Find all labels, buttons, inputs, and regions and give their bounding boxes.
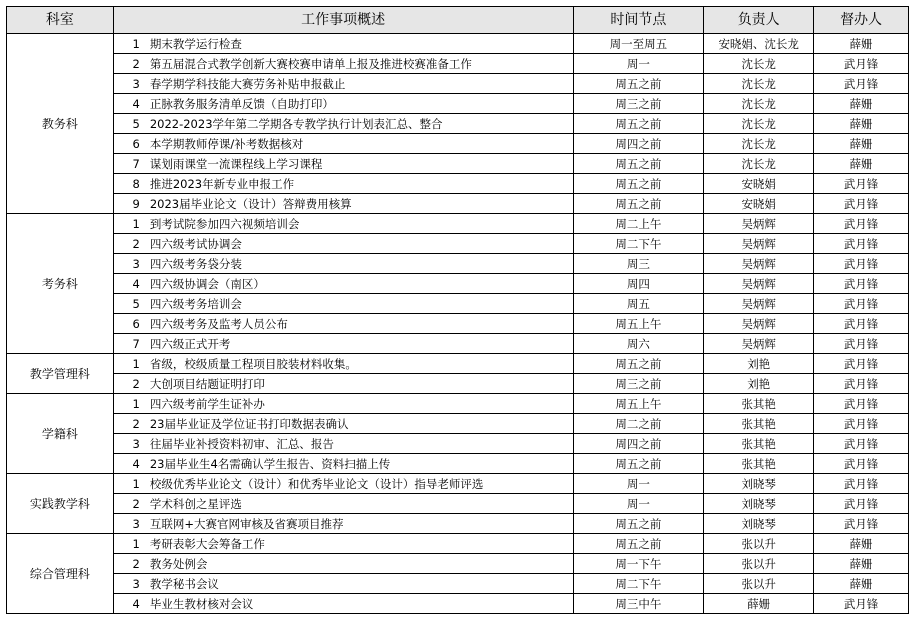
task-cell [113, 254, 573, 274]
owner-cell: 沈长龙 [704, 74, 814, 94]
table-row [7, 274, 909, 294]
time-cell: 周三中午 [573, 594, 704, 614]
time-cell: 周五之前 [573, 174, 704, 194]
table-row [7, 374, 909, 394]
owner-cell: 安晓娟、沈长龙 [704, 34, 814, 54]
task-description: 正脉教务服务清单反馈（自助打印） [149, 96, 334, 111]
owner-cell: 吴炳辉 [704, 214, 814, 234]
owner-cell: 张以升 [704, 574, 814, 594]
task-cell [113, 454, 573, 474]
supervisor-cell: 武月锋 [814, 334, 909, 354]
owner-cell: 安晓娟 [704, 194, 814, 214]
supervisor-cell: 武月锋 [814, 514, 909, 534]
task-number: 3 [132, 436, 140, 451]
task-number: 1 [132, 476, 140, 491]
supervisor-cell: 武月锋 [814, 54, 909, 74]
owner-cell: 刘艳 [704, 354, 814, 374]
task-cell [113, 234, 573, 254]
task-cell [113, 194, 573, 214]
supervisor-cell: 武月锋 [814, 294, 909, 314]
task-number: 4 [132, 276, 140, 291]
supervisor-cell: 武月锋 [814, 234, 909, 254]
task-description: 23届毕业证及学位证书打印数据表确认 [149, 416, 349, 431]
task-cell [113, 74, 573, 94]
table-row [7, 474, 909, 494]
task-description: 春学期学科技能大赛劳务补贴申报截止 [149, 76, 346, 91]
owner-cell: 吴炳辉 [704, 234, 814, 254]
task-cell [113, 314, 573, 334]
table-row [7, 254, 909, 274]
time-cell: 周五之前 [573, 514, 704, 534]
supervisor-cell: 武月锋 [814, 174, 909, 194]
task-number: 1 [132, 36, 140, 51]
task-number: 7 [132, 336, 140, 351]
task-description: 省级，校级质量工程项目胶装材料收集。 [149, 356, 357, 371]
task-table-wrapper [6, 6, 909, 614]
task-description: 谋划雨课堂一流课程线上学习课程 [149, 156, 323, 171]
table-row [7, 534, 909, 554]
table-row [7, 174, 909, 194]
time-cell: 周五上午 [573, 314, 704, 334]
owner-cell: 吴炳辉 [704, 314, 814, 334]
supervisor-cell: 武月锋 [814, 354, 909, 374]
table-row [7, 314, 909, 334]
owner-cell: 刘晓琴 [704, 494, 814, 514]
time-cell: 周五之前 [573, 114, 704, 134]
task-description: 四六级考务及监考人员公布 [149, 316, 288, 331]
table-row [7, 554, 909, 574]
task-number: 2 [132, 376, 140, 391]
table-row [7, 494, 909, 514]
task-cell [113, 34, 573, 54]
supervisor-cell: 武月锋 [814, 274, 909, 294]
task-cell [113, 474, 573, 494]
table-row [7, 114, 909, 134]
owner-cell: 薛姗 [704, 594, 814, 614]
task-cell [113, 574, 573, 594]
table-row [7, 234, 909, 254]
time-cell: 周五之前 [573, 354, 704, 374]
time-cell: 周五之前 [573, 534, 704, 554]
header-time: 时间节点 [573, 7, 704, 34]
supervisor-cell: 薛姗 [814, 574, 909, 594]
task-number: 6 [132, 136, 140, 151]
task-number: 4 [132, 596, 140, 611]
supervisor-cell: 薛姗 [814, 534, 909, 554]
table-row [7, 334, 909, 354]
supervisor-cell: 武月锋 [814, 454, 909, 474]
table-row [7, 214, 909, 234]
task-cell [113, 514, 573, 534]
task-number: 1 [132, 216, 140, 231]
task-description: 2023届毕业论文（设计）答辩费用核算 [149, 196, 352, 211]
supervisor-cell: 薛姗 [814, 114, 909, 134]
weekly-task-table [6, 6, 909, 614]
owner-cell: 刘艳 [704, 374, 814, 394]
task-description: 学术科创之星评选 [149, 496, 242, 511]
time-cell: 周二下午 [573, 234, 704, 254]
task-cell [113, 294, 573, 314]
time-cell: 周五之前 [573, 74, 704, 94]
table-row [7, 594, 909, 614]
time-cell: 周一至周五 [573, 34, 704, 54]
task-number: 5 [132, 296, 140, 311]
department-cell: 实践教学科 [7, 474, 114, 534]
supervisor-cell: 武月锋 [814, 194, 909, 214]
task-number: 2 [132, 416, 140, 431]
header-description: 工作事项概述 [113, 7, 573, 34]
task-description: 教务处例会 [149, 556, 208, 571]
supervisor-cell: 薛姗 [814, 554, 909, 574]
task-cell [113, 334, 573, 354]
owner-cell: 吴炳辉 [704, 254, 814, 274]
task-description: 四六级考试协调会 [149, 236, 242, 251]
task-description: 考研表彰大会筹备工作 [149, 536, 265, 551]
task-description: 四六级正式开考 [149, 336, 231, 351]
task-number: 1 [132, 536, 140, 551]
task-cell [113, 534, 573, 554]
owner-cell: 吴炳辉 [704, 334, 814, 354]
task-cell [113, 114, 573, 134]
task-description: 互联网+大赛官网审核及省赛项目推荐 [149, 516, 344, 531]
table-row [7, 354, 909, 374]
owner-cell: 吴炳辉 [704, 294, 814, 314]
table-row [7, 154, 909, 174]
time-cell: 周一 [573, 494, 704, 514]
supervisor-cell: 武月锋 [814, 594, 909, 614]
supervisor-cell: 武月锋 [814, 254, 909, 274]
time-cell: 周一 [573, 474, 704, 494]
supervisor-cell: 武月锋 [814, 214, 909, 234]
time-cell: 周五上午 [573, 394, 704, 414]
table-body [7, 34, 909, 614]
supervisor-cell: 薛姗 [814, 94, 909, 114]
task-number: 1 [132, 356, 140, 371]
owner-cell: 张其艳 [704, 454, 814, 474]
task-cell [113, 414, 573, 434]
owner-cell: 沈长龙 [704, 54, 814, 74]
time-cell: 周二之前 [573, 414, 704, 434]
owner-cell: 张以升 [704, 534, 814, 554]
supervisor-cell: 武月锋 [814, 414, 909, 434]
time-cell: 周四之前 [573, 434, 704, 454]
supervisor-cell: 薛姗 [814, 134, 909, 154]
task-description: 校级优秀毕业论文（设计）和优秀毕业论文（设计）指导老师评选 [149, 476, 484, 491]
task-description: 本学期教师停课/补考数据核对 [149, 136, 304, 151]
supervisor-cell: 薛姗 [814, 154, 909, 174]
task-description: 大创项目结题证明打印 [149, 376, 265, 391]
task-number: 2 [132, 496, 140, 511]
task-number: 2 [132, 236, 140, 251]
time-cell: 周五 [573, 294, 704, 314]
task-number: 3 [132, 576, 140, 591]
task-number: 1 [132, 396, 140, 411]
table-row [7, 514, 909, 534]
department-cell: 学籍科 [7, 394, 114, 474]
table-row [7, 54, 909, 74]
table-row [7, 294, 909, 314]
owner-cell: 沈长龙 [704, 154, 814, 174]
task-description: 23届毕业生4名需确认学生报告、资料扫描上传 [149, 456, 391, 471]
task-description: 毕业生教材核对会议 [149, 596, 254, 611]
header-dept: 科室 [7, 7, 114, 34]
task-description: 2022-2023学年第二学期各专教学执行计划表汇总、整合 [149, 116, 443, 131]
task-number: 2 [132, 556, 140, 571]
task-description: 四六级考务培训会 [149, 296, 242, 311]
supervisor-cell: 武月锋 [814, 494, 909, 514]
task-cell [113, 174, 573, 194]
department-cell: 综合管理科 [7, 534, 114, 614]
time-cell: 周三 [573, 254, 704, 274]
supervisor-cell: 武月锋 [814, 374, 909, 394]
task-number: 4 [132, 96, 140, 111]
table-row [7, 94, 909, 114]
time-cell: 周一 [573, 54, 704, 74]
task-number: 8 [132, 176, 140, 191]
supervisor-cell: 武月锋 [814, 74, 909, 94]
task-cell [113, 594, 573, 614]
task-description: 推进2023年新专业申报工作 [149, 176, 295, 191]
supervisor-cell: 武月锋 [814, 474, 909, 494]
time-cell: 周五之前 [573, 194, 704, 214]
task-cell [113, 354, 573, 374]
time-cell: 周五之前 [573, 454, 704, 474]
time-cell: 周三之前 [573, 374, 704, 394]
owner-cell: 刘晓琴 [704, 474, 814, 494]
department-cell: 教务科 [7, 34, 114, 214]
task-number: 4 [132, 456, 140, 471]
task-description: 期末教学运行检查 [149, 36, 242, 51]
time-cell: 周二上午 [573, 214, 704, 234]
header-row [7, 7, 909, 34]
department-cell: 教学管理科 [7, 354, 114, 394]
table-row [7, 74, 909, 94]
table-row [7, 414, 909, 434]
task-cell [113, 214, 573, 234]
owner-cell: 吴炳辉 [704, 274, 814, 294]
supervisor-cell: 薛姗 [814, 34, 909, 54]
task-cell [113, 394, 573, 414]
supervisor-cell: 武月锋 [814, 314, 909, 334]
task-cell [113, 374, 573, 394]
time-cell: 周四 [573, 274, 704, 294]
task-number: 6 [132, 316, 140, 331]
owner-cell: 沈长龙 [704, 94, 814, 114]
table-row [7, 454, 909, 474]
time-cell: 周三之前 [573, 94, 704, 114]
task-description: 四六级考务袋分装 [149, 256, 242, 271]
task-cell [113, 134, 573, 154]
table-row [7, 194, 909, 214]
task-description: 往届毕业补授资料初审、汇总、报告 [149, 436, 334, 451]
time-cell: 周一下午 [573, 554, 704, 574]
table-row [7, 394, 909, 414]
owner-cell: 刘晓琴 [704, 514, 814, 534]
task-cell [113, 54, 573, 74]
table-row [7, 34, 909, 54]
supervisor-cell: 武月锋 [814, 434, 909, 454]
task-cell [113, 94, 573, 114]
time-cell: 周六 [573, 334, 704, 354]
task-number: 3 [132, 516, 140, 531]
task-description: 四六级协调会（南区） [149, 276, 265, 291]
time-cell: 周五之前 [573, 154, 704, 174]
task-cell [113, 274, 573, 294]
task-number: 5 [132, 116, 140, 131]
supervisor-cell: 武月锋 [814, 394, 909, 414]
task-description: 第五届混合式教学创新大赛校赛申请单上报及推进校赛准备工作 [149, 56, 472, 71]
task-cell [113, 554, 573, 574]
task-number: 2 [132, 56, 140, 71]
task-cell [113, 154, 573, 174]
task-number: 9 [132, 196, 140, 211]
task-number: 7 [132, 156, 140, 171]
time-cell: 周四之前 [573, 134, 704, 154]
task-number: 3 [132, 76, 140, 91]
owner-cell: 沈长龙 [704, 114, 814, 134]
owner-cell: 张其艳 [704, 414, 814, 434]
task-description: 到考试院参加四六视频培训会 [149, 216, 300, 231]
owner-cell: 张其艳 [704, 434, 814, 454]
header-owner: 负责人 [704, 7, 814, 34]
owner-cell: 张以升 [704, 554, 814, 574]
time-cell: 周二下午 [573, 574, 704, 594]
task-description: 教学秘书会议 [149, 576, 219, 591]
task-cell [113, 434, 573, 454]
task-cell [113, 494, 573, 514]
department-cell: 考务科 [7, 214, 114, 354]
task-number: 3 [132, 256, 140, 271]
owner-cell: 安晓娟 [704, 174, 814, 194]
table-row [7, 574, 909, 594]
header-supervisor: 督办人 [814, 7, 909, 34]
task-description: 四六级考前学生证补办 [149, 396, 265, 411]
owner-cell: 沈长龙 [704, 134, 814, 154]
owner-cell: 张其艳 [704, 394, 814, 414]
table-row [7, 434, 909, 454]
table-row [7, 134, 909, 154]
